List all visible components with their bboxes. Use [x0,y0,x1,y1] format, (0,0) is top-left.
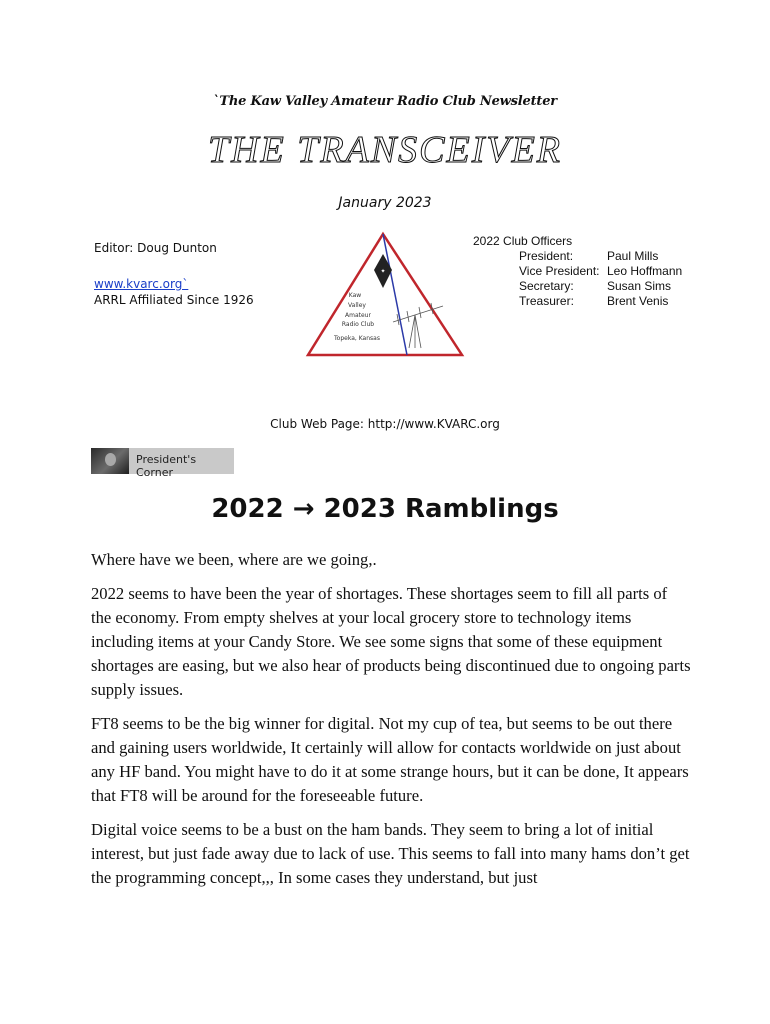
officer-row [473,249,682,264]
president-photo [91,448,129,474]
officer-name: Brent Venis [607,294,669,308]
club-officers [473,234,682,309]
logo-line-4: Radio Club [341,321,375,328]
officer-row [473,294,682,309]
officer-role: President: [519,249,574,263]
officer-role: Treasurer: [519,294,574,308]
officer-name: Paul Mills [607,249,659,263]
logo-line-2: Valley [348,302,366,309]
article-paragraph: Where have we been, where are we going,. [91,550,377,569]
officer-name: Leo Hoffmann [607,264,683,278]
officer-row [473,264,682,279]
officer-role: Vice President: [519,264,600,278]
club-web-page: Club Web Page: http://www.KVARC.org [270,417,500,431]
article-heading: 2022 → 2023 Ramblings [211,494,559,524]
newsletter-tagline: `The Kaw Valley Amateur Radio Club Newsletter [213,94,557,109]
arrl-affiliation: ARRL Affiliated Since 1926 [94,293,254,307]
officer-row [473,279,682,294]
presidents-corner-banner [91,448,234,479]
website-link[interactable]: www.kvarc.org` [94,277,189,291]
arrl-diamond-icon [374,254,392,288]
officers-heading: 2022 Club Officers [473,234,573,248]
logo-line-1: Kaw [348,292,362,299]
club-logo [305,230,465,358]
svg-text:✦: ✦ [380,268,386,275]
presidents-corner-label: President's Corner [136,453,197,479]
officer-role: Secretary: [519,279,574,293]
logo-line-3: Amateur [345,312,371,319]
editor-line: Editor: Doug Dunton [94,241,217,255]
logo-triangle [308,234,462,355]
article-paragraph: FT8 seems to be the big winner for digital. Not my cup of tea, but seems to be out there and gaining users worldwide, It certainly will allow for contacts worldwide on just about any HF band. You might have to do it at some strange hours, but it can be done, It appears that FT8 will be around for the foreseeable future. [91,714,689,805]
officer-name: Susan Sims [607,279,672,293]
logo-line-5: Topeka, Kansas [334,335,380,342]
newsletter-title: THE TRANSCEIVER [207,129,563,171]
issue-date: January 2023 [338,195,432,211]
article-paragraph: Digital voice seems to be a bust on the ham bands. They seem to bring a lot of initial interest, but just fade away due to lack of use. This seems to fall into many hams don’t get the programming concept,,, In some cases they understand, but just [91,820,690,887]
article-body [91,548,691,900]
article-paragraph: 2022 seems to have been the year of shortages. These shortages seem to fill all parts of the economy. From empty shelves at your local grocery store to technology items including items at your Candy Store. We see some signs that some of these equipment shortages are easing, but we also hear of products being discontinued due to ongoing parts supply issues. [91,584,691,699]
